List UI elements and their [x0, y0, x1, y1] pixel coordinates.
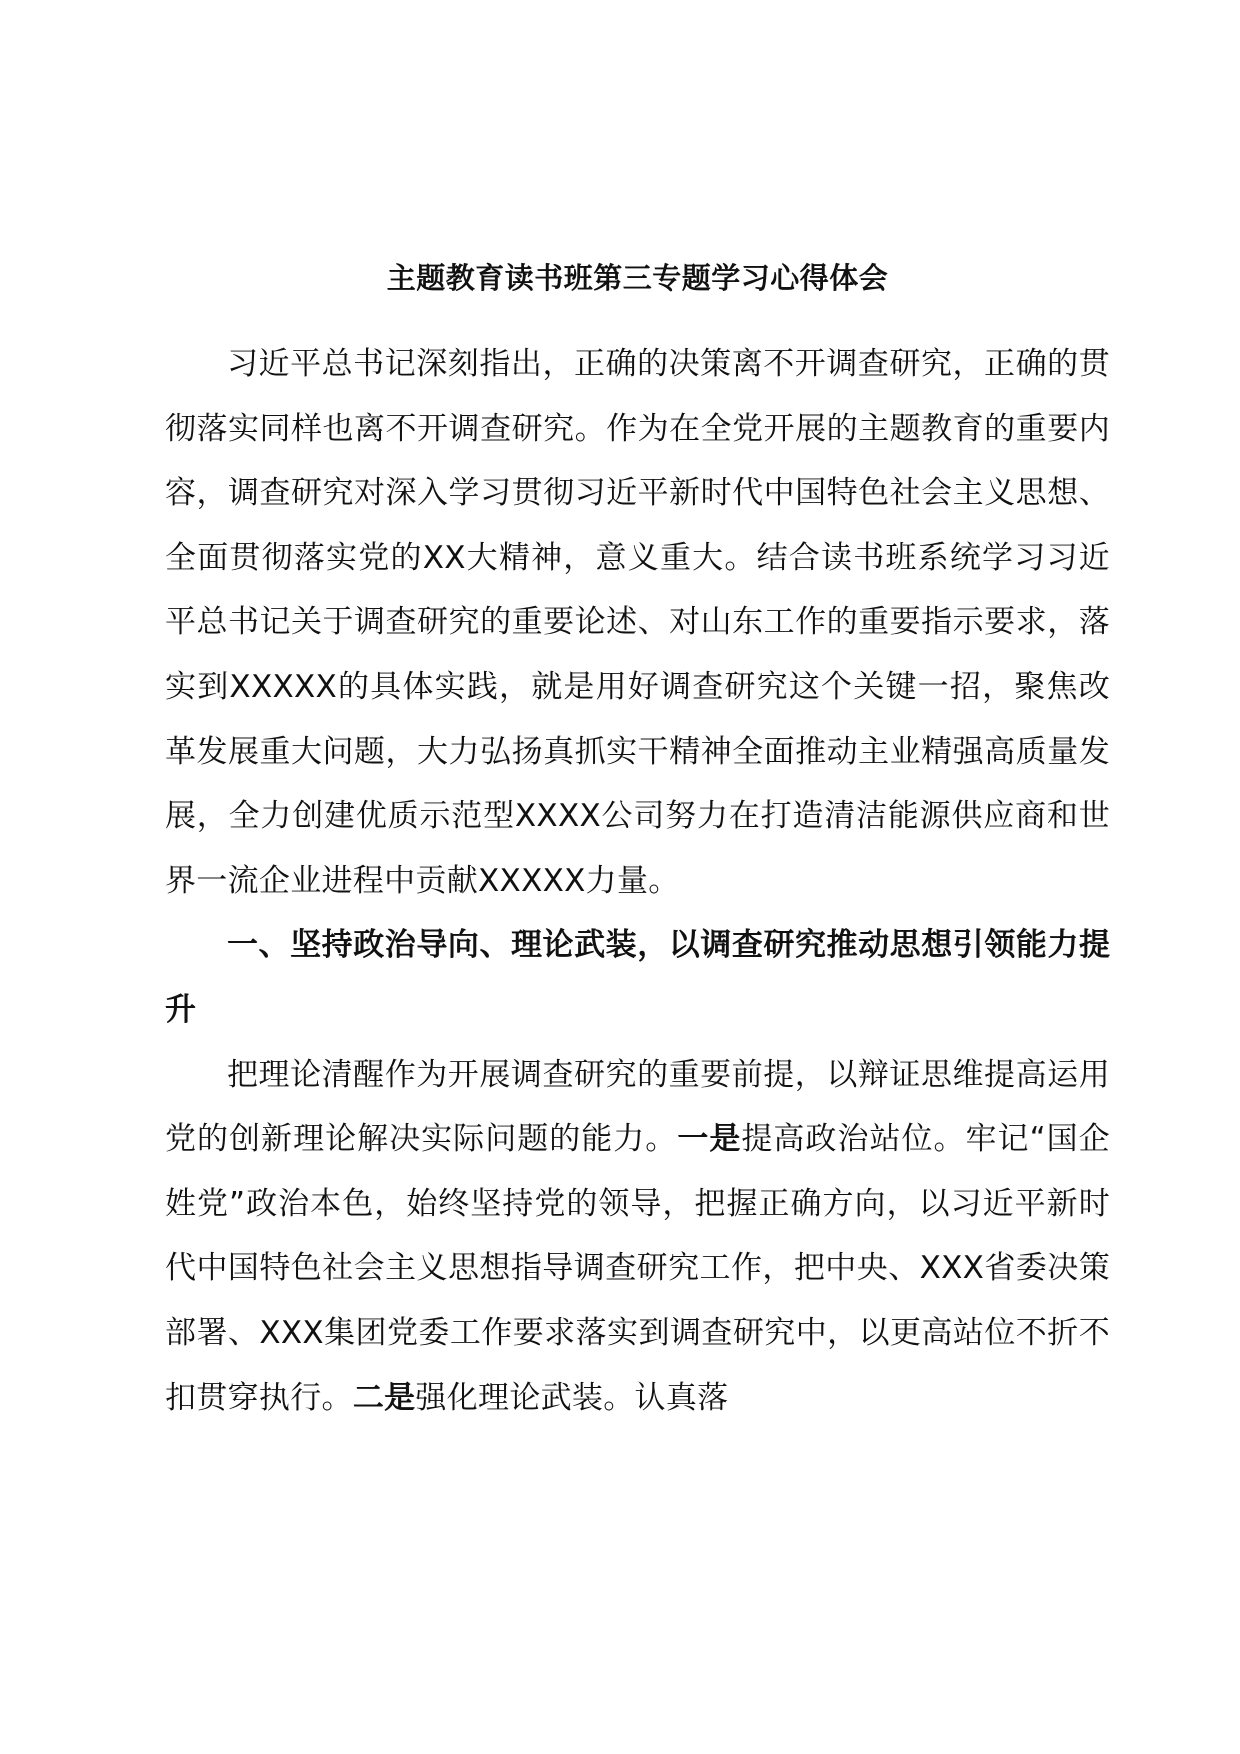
- section-1-heading: 一、坚持政治导向、理论武装，以调查研究推动思想引领能力提升: [165, 927, 1110, 1028]
- document-body: [165, 248, 1110, 1430]
- document-title: 主题教育读书班第三专题学习心得体会: [386, 261, 889, 295]
- section-1-paragraph: [165, 1043, 1110, 1431]
- intro-paragraph: 习近平总书记深刻指出，正确的决策离不开调查研究，正确的贯彻落实同样也离不开调查研究。作为在全党开展的主题教育的重要内容，调查研究对深入学习贯彻习近平新时代中国特色社会主义思想、全面贯彻落实党的XX大精神，意义重大。结合读书班系统学习习近平总书记关于调查研究的重要论述、对山东工作的重要指示要求，落实到XXXXX的具体实践，就是用好调查研究这个关键一招，聚焦改革发展重大问题，大力弘扬真抓实干精神全面推动主业精强高质量发展，全力创建优质示范型XXXX公司努力在打造清洁能源供应商和世界一流企业进程中贡献XXXXX力量。: [165, 346, 1110, 899]
- section-1-text-a: 把理论清醒作为开展调查研究的重要前提，以辩证思维提高运用党的创新理论解决实际问题的能力。: [165, 1056, 1110, 1158]
- section-1-lead-1: 一是: [677, 1121, 742, 1158]
- section-1-lead-2: 二是: [352, 1379, 416, 1416]
- section-1-text-b: 提高政治站位。牢记“国企姓党”政治本色，始终坚持党的领导，把握正确方向，以习近平新时代中国特色社会主义思想指导调查研究工作，把中央、XXX省委决策部署、XXX集团党委工作要求落实到调查研究中，以更高站位不折不扣贯穿执行。: [165, 1121, 1110, 1416]
- section-1-text-c: 强化理论武装。认真落: [415, 1379, 729, 1416]
